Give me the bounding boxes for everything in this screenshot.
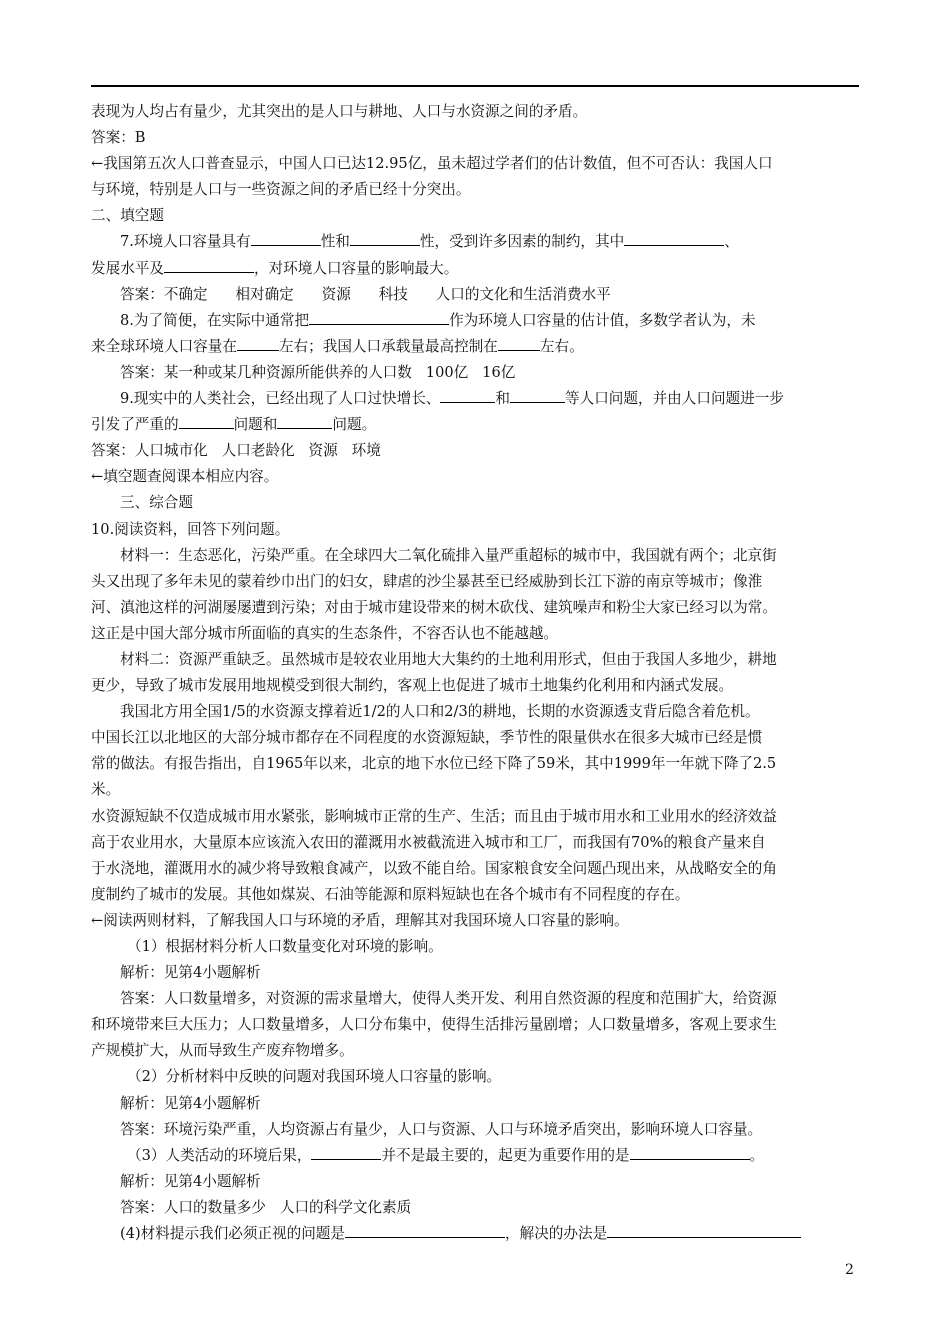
- answer-blank[interactable]: [164, 256, 254, 273]
- answer-line: 答案：不确定 相对确定 资源 科技 人口的文化和生活消费水平: [120, 285, 611, 303]
- document-body: [91, 99, 861, 1247]
- answer-line: 答案：环境污染严重，人均资源占有量少，人口与资源、人口与环境矛盾突出，影响环境人口容量。: [120, 1120, 763, 1138]
- material-2: 水资源短缺不仅造成城市用水紧张，影响城市正常的生产、生活；而且由于城市用水和工业用水的经济效益: [91, 807, 777, 825]
- analysis-line: 解析：见第4小题解析: [120, 964, 261, 982]
- question-10: 10.阅读资料，回答下列问题。: [91, 520, 290, 538]
- note-line: ←填空题查阅课本相应内容。: [91, 468, 279, 486]
- sub-question-1: （1）根据材料分析人口数量变化对环境的影响。: [127, 938, 443, 955]
- sub-question-2: （2）分析材料中反映的问题对我国环境人口容量的影响。: [127, 1068, 502, 1086]
- text-line: 表现为人均占有量少，尤其突出的是人口与耕地、人口与水资源之间的矛盾。: [91, 103, 588, 120]
- answer-blank[interactable]: [251, 229, 321, 246]
- material-1: 河、滇池这样的河湖屡屡遭到污染；对由于城市建设带来的树木砍伐、建筑噪声和粉尘大家已经习以为常。: [91, 598, 777, 616]
- answer-blank[interactable]: [624, 229, 724, 246]
- sub-question-4: (4)材料提示我们必须正视的问题是 ，解决的办法是: [91, 1221, 861, 1247]
- answer-blank[interactable]: [630, 1143, 750, 1160]
- sub-question-3: （3）人类活动的环境后果， 并不是最主要的，起更为重要作用的是 。: [91, 1143, 861, 1169]
- material-2: 米。: [91, 781, 121, 799]
- answer-line: 答案：B: [91, 129, 146, 147]
- question-9-continued: 引发了严重的 问题和 问题。: [91, 412, 861, 438]
- section-heading: 三、综合题: [120, 494, 193, 512]
- answer-blank[interactable]: [237, 334, 279, 351]
- question-8: 8.为了简便，在实际中通常把 作为环境人口容量的估计值，多数学者认为，未: [91, 308, 861, 334]
- material-2: 中国长江以北地区的大部分城市都存在不同程度的水资源短缺，季节性的限量供水在很多大城市已经是惯: [91, 729, 763, 747]
- answer-line: 答案：人口城市化 人口老龄化 资源 环境: [91, 442, 381, 460]
- analysis-line: 解析：见第4小题解析: [120, 1172, 261, 1190]
- material-2: 材料二：资源严重缺乏。虽然城市是较农业用地大大集约的土地利用形式，但由于我国人多地少，耕地: [120, 650, 777, 668]
- answer-blank[interactable]: [311, 1143, 381, 1160]
- header-rule: [91, 85, 859, 87]
- material-1: 头又出现了多年未见的蒙着纱巾出门的妇女，肆虐的沙尘暴甚至已经威胁到长江下游的南京等城市；像淮: [91, 572, 763, 590]
- question-9: 9.现实中的人类社会，已经出现了人口过快增长、 和 等人口问题，并由人口问题进一步: [91, 386, 861, 412]
- material-2: 度制约了城市的发展。其他如煤炭、石油等能源和原料短缺也在各个城市有不同程度的存在。: [91, 885, 690, 903]
- answer-blank[interactable]: [498, 334, 540, 351]
- page-number: 2: [845, 1262, 854, 1278]
- question-8-continued: 来全球环境人口容量在 左右；我国人口承载量最高控制在 左右。: [91, 334, 861, 360]
- answer-blank[interactable]: [510, 386, 565, 403]
- question-7-continued: 发展水平及 ，对环境人口容量的影响最大。: [91, 256, 861, 282]
- material-2: 更少，导致了城市发展用地规模受到很大制约，客观上也促进了城市土地集约化利用和内涵式发展。: [91, 677, 734, 695]
- note-line: ←我国第五次人口普查显示，中国人口已达12.95亿，虽未超过学者们的估计数值，但不可否认：我国人口: [91, 155, 773, 173]
- text-line: 与环境，特别是人口与一些资源之间的矛盾已经十分突出。: [91, 181, 471, 199]
- answer-blank[interactable]: [179, 412, 234, 429]
- answer-line: 答案：某一种或某几种资源所能供养的人口数 100亿 16亿: [120, 363, 516, 381]
- analysis-line: 解析：见第4小题解析: [120, 1094, 261, 1112]
- answer-line: 产规模扩大，从而导致生产废弃物增多。: [91, 1042, 354, 1060]
- answer-line: 答案：人口数量增多，对资源的需求量增大，使得人类开发、利用自然资源的程度和范围扩大，给资源: [120, 990, 777, 1008]
- answer-blank[interactable]: [350, 229, 420, 246]
- answer-blank[interactable]: [607, 1221, 801, 1238]
- answer-blank[interactable]: [440, 386, 495, 403]
- note-line: ←阅读两则材料，了解我国人口与环境的矛盾，理解其对我国环境人口容量的影响。: [91, 911, 629, 929]
- answer-line: 答案：人口的数量多少 人口的科学文化素质: [120, 1198, 412, 1216]
- section-heading: 二、填空题: [91, 207, 164, 225]
- answer-blank[interactable]: [309, 308, 449, 325]
- material-1: 材料一：生态恶化，污染严重。在全球四大二氧化硫排入量严重超标的城市中，我国就有两个；北京街: [120, 546, 777, 564]
- material-2: 于水浇地，灌溉用水的减少将导致粮食减产，以致不能自给。国家粮食安全问题凸现出来，从战略安全的角: [91, 859, 777, 877]
- material-2: 高于农业用水，大量原本应该流入农田的灌溉用水被截流进入城市和工厂，而我国有70%的粮食产量来自: [91, 833, 766, 851]
- material-1: 这正是中国大部分城市所面临的真实的生态条件，不容否认也不能越越。: [91, 624, 559, 642]
- material-2: 我国北方用全国1/5的水资源支撑着近1/2的人口和2/3的耕地，长期的水资源透支背后隐含着危机。: [120, 703, 760, 721]
- answer-line: 和环境带来巨大压力；人口数量增多，人口分布集中，使得生活排污量剧增；人口数量增多，客观上要求生: [91, 1016, 777, 1034]
- answer-blank[interactable]: [345, 1221, 505, 1238]
- answer-blank[interactable]: [277, 412, 332, 429]
- material-2: 常的做法。有报告指出，自1965年以来，北京的地下水位已经下降了59米，其中1999年一年就下降了2.5: [91, 755, 777, 773]
- question-7: 7.环境人口容量具有 性和 性，受到许多因素的制约，其中 、: [91, 229, 861, 255]
